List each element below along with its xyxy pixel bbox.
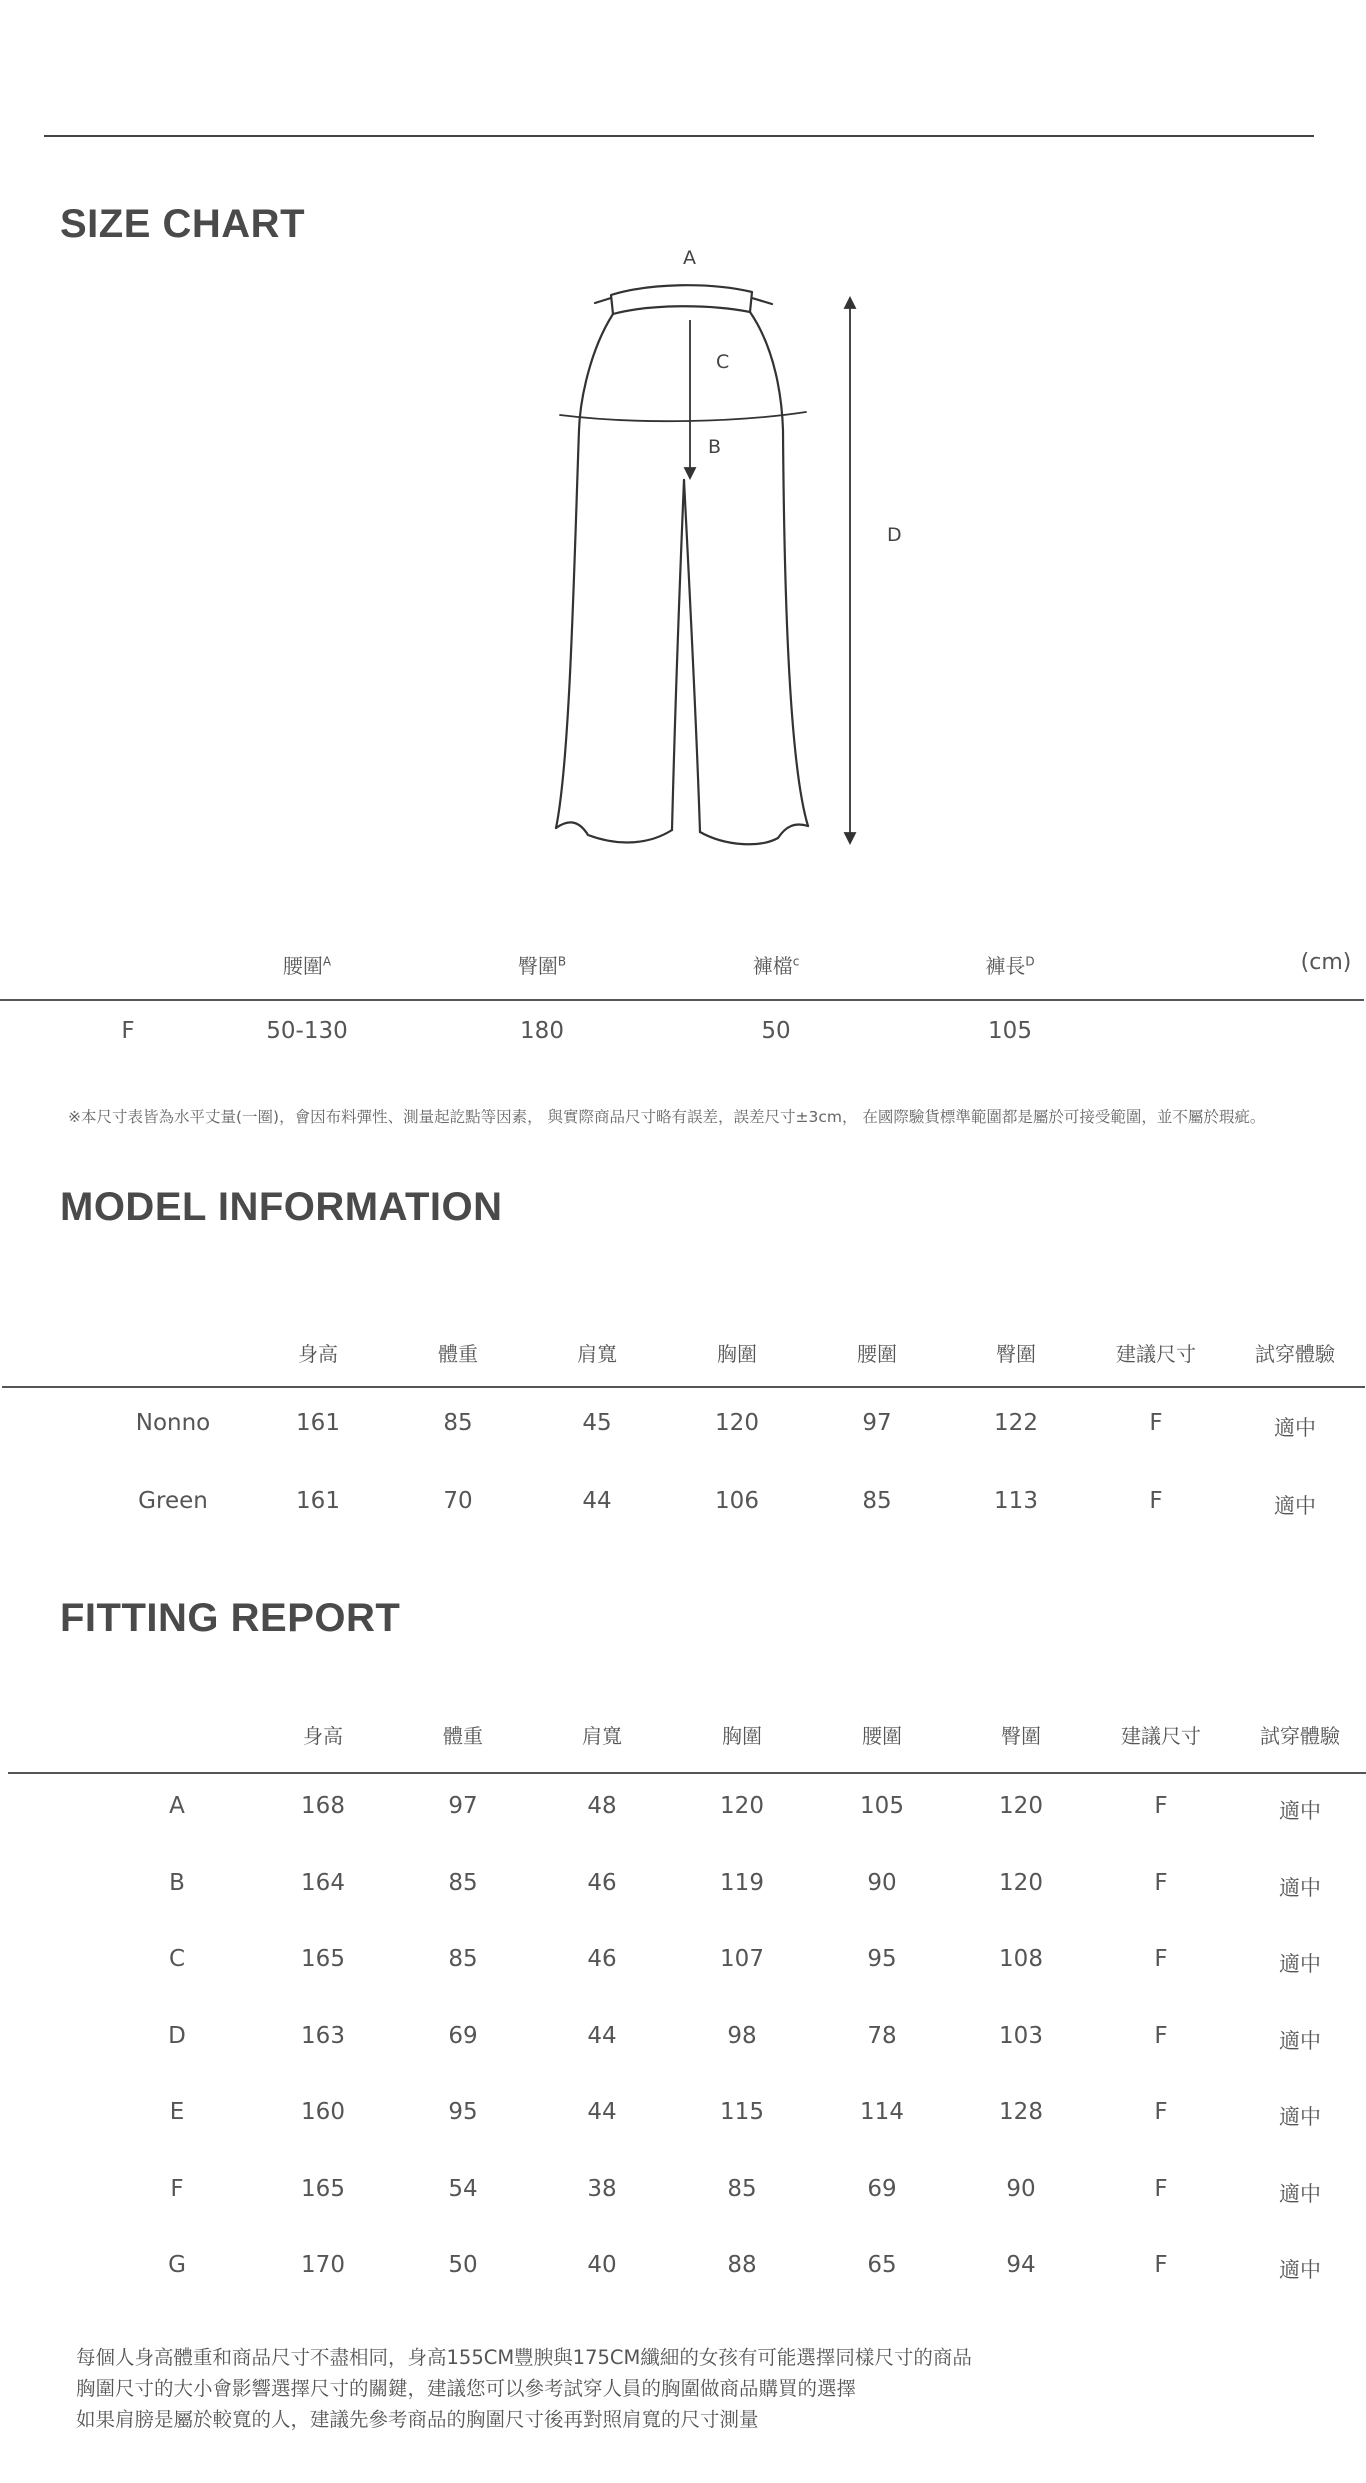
tester-value: 44 — [587, 2022, 617, 2049]
tester-value: 46 — [587, 1946, 617, 1972]
tester-value: F — [1154, 1869, 1168, 1896]
label-c: C — [716, 351, 730, 373]
tester-value: 163 — [301, 2022, 345, 2049]
model-value: 97 — [862, 1410, 892, 1436]
footer-note: 如果肩膀是屬於較寬的人，建議先參考商品的胸圍尺寸後再對照肩寬的尺寸測量 — [76, 2408, 759, 2431]
tester-value: 40 — [587, 2252, 617, 2278]
model-value: 122 — [994, 1410, 1038, 1436]
pants-diagram — [540, 240, 920, 860]
tester-value: 85 — [448, 1869, 478, 1896]
size-header-hip: 臀圍$^B$ — [517, 954, 567, 978]
model-value: 44 — [582, 1488, 612, 1514]
tester-value: 65 — [867, 2252, 897, 2278]
tester-value: 90 — [867, 1869, 897, 1896]
tester-value: 85 — [727, 2175, 757, 2202]
fit-header-shoulder: 肩寬 — [582, 1724, 622, 1748]
size-label: F — [121, 1018, 135, 1044]
tester-value: 164 — [301, 1869, 345, 1896]
tester-value: 170 — [301, 2252, 345, 2278]
size-value-waist: 50-130 — [266, 1018, 348, 1044]
fit-header-waist: 腰圍 — [862, 1724, 902, 1748]
tester-value: 適中 — [1279, 1952, 1321, 1976]
tester-value: 105 — [860, 1793, 904, 1819]
tester-name: B — [169, 1869, 185, 1896]
model-name: Nonno — [135, 1410, 211, 1436]
tester-value: F — [1154, 2175, 1168, 2202]
size-value-rise: 50 — [761, 1018, 791, 1044]
size-header-rise: 褲檔$^c$ — [752, 954, 800, 978]
tester-value: 適中 — [1279, 1875, 1321, 1900]
fit-header-weight: 體重 — [443, 1724, 483, 1748]
tester-name: G — [168, 2252, 186, 2278]
label-b: B — [708, 436, 722, 458]
model-header-height: 身高 — [298, 1342, 338, 1366]
model-header-weight: 體重 — [438, 1342, 478, 1366]
label-a: A — [683, 247, 696, 269]
model-value: F — [1149, 1488, 1163, 1514]
tester-value: 120 — [999, 1793, 1043, 1819]
tester-value: 115 — [720, 2099, 764, 2125]
model-header-hip: 臀圍 — [996, 1342, 1036, 1366]
tester-value: 適中 — [1279, 1799, 1321, 1823]
fit-header-height: 身高 — [303, 1724, 343, 1748]
size-value-length: 105 — [988, 1018, 1032, 1044]
tester-name: E — [169, 2099, 185, 2125]
model-header-waist: 腰圍 — [857, 1342, 897, 1366]
tester-value: 78 — [867, 2022, 897, 2049]
tester-value: 119 — [720, 1869, 764, 1896]
tester-value: 160 — [301, 2099, 345, 2125]
tester-value: 168 — [301, 1793, 345, 1819]
tester-value: 54 — [448, 2175, 478, 2202]
model-value: 適中 — [1274, 1494, 1316, 1518]
tester-value: 50 — [448, 2252, 478, 2278]
tester-value: 107 — [720, 1946, 764, 1972]
tester-value: 85 — [448, 1946, 478, 1972]
tester-value: 69 — [448, 2022, 478, 2049]
tester-value: 44 — [587, 2099, 617, 2125]
top-divider — [44, 135, 1314, 137]
tester-value: F — [1154, 1793, 1168, 1819]
fitting-table-divider — [8, 1772, 1366, 1774]
tester-name: D — [168, 2022, 186, 2049]
tester-value: 46 — [587, 1869, 617, 1896]
tester-value: 38 — [587, 2175, 617, 2202]
model-header-bust: 胸圍 — [717, 1342, 757, 1366]
size-unit: (cm) — [1300, 950, 1352, 975]
size-header-waist: 腰圍$^A$ — [282, 954, 332, 978]
model-value: F — [1149, 1410, 1163, 1436]
fit-header-hip: 臀圍 — [1001, 1724, 1041, 1748]
tester-value: 120 — [720, 1793, 764, 1819]
size-chart-title: SIZE CHART — [60, 202, 305, 246]
size-value-hip: 180 — [520, 1018, 564, 1044]
model-value: 45 — [582, 1410, 612, 1436]
tester-value: 128 — [999, 2099, 1043, 2125]
model-value: 161 — [296, 1410, 340, 1436]
tester-value: 165 — [301, 2175, 345, 2202]
model-header-size: 建議尺寸 — [1116, 1342, 1196, 1366]
tester-value: 69 — [867, 2175, 897, 2202]
model-info-title: MODEL INFORMATION — [60, 1185, 503, 1229]
size-table-divider — [0, 999, 1364, 1001]
tester-value: 108 — [999, 1946, 1043, 1972]
tester-value: F — [1154, 2252, 1168, 2278]
tester-value: 114 — [860, 2099, 904, 2125]
tester-value: 165 — [301, 1946, 345, 1972]
tester-value: F — [1154, 2099, 1168, 2125]
model-value: 161 — [296, 1488, 340, 1514]
tester-value: 90 — [1006, 2175, 1036, 2202]
tester-value: F — [1154, 1946, 1168, 1972]
tester-value: 適中 — [1279, 2105, 1321, 2129]
size-note: ※本尺寸表皆為水平丈量(一圈)，會因布料彈性、測量起訖點等因素， 與實際商品尺寸略有誤差，誤差尺寸±3cm， 在國際驗貨標準範圍都是屬於可接受範圍，並不屬於瑕疵。 — [68, 1108, 1266, 1126]
model-value: 106 — [715, 1488, 759, 1514]
tester-value: 48 — [587, 1793, 617, 1819]
fit-header-fit: 試穿體驗 — [1260, 1724, 1340, 1748]
tester-name: F — [170, 2175, 184, 2202]
tester-value: F — [1154, 2022, 1168, 2049]
tester-value: 95 — [448, 2099, 478, 2125]
tester-value: 94 — [1006, 2252, 1036, 2278]
model-value: 適中 — [1274, 1416, 1316, 1440]
fitting-report-title: FITTING REPORT — [60, 1596, 401, 1640]
tester-name: C — [168, 1946, 186, 1972]
tester-value: 適中 — [1279, 2028, 1321, 2053]
model-value: 113 — [994, 1488, 1038, 1514]
tester-value: 98 — [727, 2022, 757, 2049]
model-name: Green — [138, 1488, 208, 1514]
tester-value: 120 — [999, 1869, 1043, 1896]
model-value: 85 — [443, 1410, 473, 1436]
model-value: 120 — [715, 1410, 759, 1436]
footer-note: 每個人身高體重和商品尺寸不盡相同，身高155CM豐腴與175CM纖細的女孩有可能選擇同樣尺寸的商品 — [76, 2346, 972, 2369]
fit-header-size: 建議尺寸 — [1121, 1724, 1201, 1748]
tester-value: 95 — [867, 1946, 897, 1972]
tester-value: 適中 — [1279, 2181, 1321, 2206]
label-d: D — [887, 524, 902, 546]
model-value: 85 — [862, 1488, 892, 1514]
tester-value: 103 — [999, 2022, 1043, 2049]
footer-note: 胸圍尺寸的大小會影響選擇尺寸的關鍵，建議您可以參考試穿人員的胸圍做商品購買的選擇 — [76, 2377, 857, 2400]
fit-header-bust: 胸圍 — [722, 1724, 762, 1748]
tester-value: 97 — [448, 1793, 478, 1819]
tester-value: 適中 — [1279, 2258, 1321, 2282]
model-table-divider — [2, 1386, 1365, 1388]
tester-value: 88 — [727, 2252, 757, 2278]
model-value: 70 — [443, 1488, 473, 1514]
model-header-fit: 試穿體驗 — [1255, 1342, 1335, 1366]
model-header-shoulder: 肩寬 — [577, 1342, 617, 1366]
tester-name: A — [169, 1793, 185, 1819]
size-header-length: 褲長$^D$ — [985, 954, 1035, 978]
